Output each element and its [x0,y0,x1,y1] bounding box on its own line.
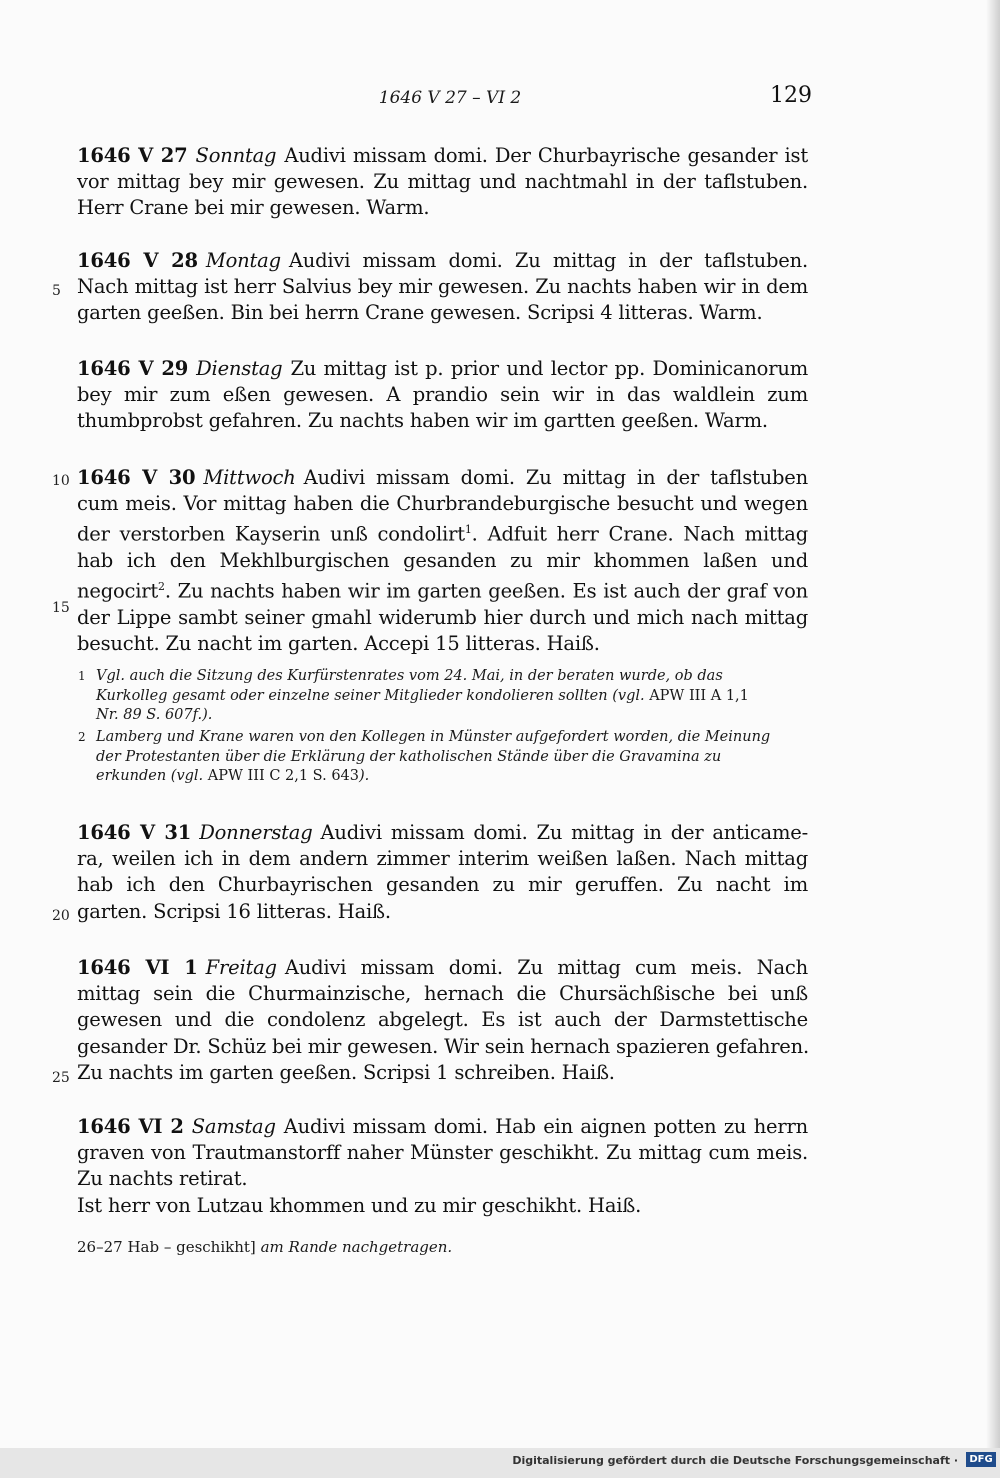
entry-text-line: gewesen und die condolenz abgelegt. Es ist auch der Darmstettische [77,1008,808,1032]
apparatus-note [77,1238,452,1256]
entry-weekday: Donnerstag [199,821,313,844]
entry-text-line: ra, weilen ich in dem andern zimmer interim weißen laßen. Nach mittag [77,847,808,871]
footnote-number: 2 [78,730,86,744]
entry-text-line: bey mir zum eßen gewesen. A prandio sein wir in das waldlein zum [77,383,808,407]
apparatus-ref: 26–27 Hab – geschikht] [77,1238,256,1256]
footnote [78,667,808,726]
entry-weekday: Sonntag [195,144,277,167]
line-number: 25 [52,1070,70,1086]
entry-text-line: vor mittag bey mir gewesen. Zu mittag und nachtmahl in der taflstuben. [77,170,808,194]
entry-text-line: hab ich den Churbayrischen gesanden zu mir geruffen. Zu nacht im [77,873,808,897]
entry-text-line: Zu nachts im garten geeßen. Scripsi 1 schreiben. Haiß. [77,1060,615,1084]
entry-text-line: . Zu nachts haben wir im garten geeßen. Es ist auch der graf von [164,579,808,603]
diary-entry [77,143,808,222]
entry-text-line: mittag sein die Churmainzische, hernach die Chursächßische bei unß [77,982,808,1006]
entry-text-line: Ist herr von Lutzau khommen und zu mir geschikht. Haiß. [77,1193,642,1217]
footnote-text-line: erkunden (vgl. [96,768,208,784]
entry-text-line: garten. Scripsi 16 litteras. Haiß. [77,899,391,923]
entry-text-line: Zu mittag ist p. prior und lector pp. Dominicanorum [290,357,808,380]
footnote-ref[interactable]: 1 [464,523,472,537]
entry-text-line: cum meis. Vor mittag haben die Churbrandeburgische besucht und wegen [77,492,808,516]
footnote-text-line: Vgl. auch die Sitzung des Kurfürstenrates vom 24. Mai, in der beraten wurde, ob das [96,668,723,684]
entry-date: 1646 V 29 [77,357,189,380]
footnote-number: 1 [78,669,86,683]
line-number: 20 [52,908,70,924]
diary-entry [77,955,808,1086]
entry-text-line: . Adfuit herr Crane. Nach mittag [471,522,808,546]
entry-text-line: Nach mittag ist herr Salvius bey mir gewesen. Zu nachts haben wir in dem [77,275,808,299]
entry-text-line: gesander Dr. Schüz bei mir gewesen. Wir sein hernach spazieren gefahren. [77,1034,810,1058]
entry-text-line: Audivi missam domi. Zu mittag cum meis. Nach [284,956,809,979]
entry-date: 1646 V 30 [77,466,196,489]
entry-text-line: garten geeßen. Bin bei herrn Crane gewesen. Scripsi 4 litteras. Warm. [77,301,763,325]
entry-text-line: thumbprobst gefahren. Zu nachts haben wir im gartten geeßen. Warm. [77,409,768,433]
entry-text-line: Audivi missam domi. Der Churbayrische gesander ist [284,144,808,167]
running-header-title: 1646 V 27 – VI 2 [378,88,522,108]
footnote-text-line: Lamberg und Krane waren von den Kollegen in Münster aufgefordert worden, die Meinung [96,729,771,745]
entry-text-line: Audivi missam domi. Zu mittag in der anticame- [320,821,808,844]
entry-text-line: Audivi missam domi. Hab ein aignen potten zu herrn [283,1115,808,1138]
diary-entry [77,820,808,925]
entry-weekday: Mittwoch [203,466,296,489]
entry-text-line: negocirt [77,579,159,603]
footnote-text-line: Kurkolleg gesamt oder einzelne seiner Mitglieder kondolieren sollten (vgl. [96,687,650,704]
diary-entry [77,356,808,435]
page-number: 129 [770,83,812,108]
entry-text-line: hab ich den Mekhlburgischen gesanden zu mir khommen laßen und [77,549,808,573]
entry-date: 1646 VI 1 [77,956,198,979]
entry-weekday: Dienstag [196,357,283,380]
footnote-text-line: Nr. 89 S. 607f.). [96,707,213,723]
entry-weekday: Samstag [191,1115,276,1138]
entry-weekday: Freitag [205,956,277,979]
entry-date: 1646 V 31 [77,821,192,844]
entry-text-line: Audivi missam domi. Zu mittag in der taflstuben. [288,249,808,272]
footnote [78,728,808,787]
dfg-logo[interactable]: DFG [966,1452,996,1467]
entry-text-line: Zu nachts retirat. [77,1167,248,1191]
footnote-text-line: der Protestanten über die Erklärung der katholischen Stände über die Gravamina zu [96,748,722,765]
entry-date: 1646 V 28 [77,249,198,272]
diary-entry [77,465,808,657]
footnote-text-line: ). [359,768,370,784]
entry-text-line: Audivi missam domi. Zu mittag in der taflstuben [303,466,808,489]
funding-credit[interactable]: Digitalisierung gefördert durch die Deutsche Forschungsgemeinschaft · [512,1454,958,1467]
diary-entry [77,248,808,327]
entry-text-line: der Lippe sambt seiner gmahl widerumb hier durch und mich nach mittag [77,606,808,630]
footnote-citation: APW III A 1,1 [649,687,749,704]
entry-text-line: Herr Crane bei mir gewesen. Warm. [77,196,430,220]
entry-text-line: graven von Trautmanstorff naher Münster geschikht. Zu mittag cum meis. [77,1141,808,1165]
apparatus-text: am Rande nachgetragen. [260,1238,453,1256]
entry-weekday: Montag [205,249,281,272]
footnote-citation: APW III C 2,1 S. 643 [207,768,359,784]
diary-entry [77,1114,808,1219]
line-number: 15 [52,600,70,616]
footnote-ref[interactable]: 2 [158,580,165,594]
entry-date: 1646 V 27 [77,144,188,167]
line-number: 10 [52,473,70,489]
entry-text-line: besucht. Zu nacht im garten. Accepi 15 litteras. Haiß. [77,632,600,656]
line-number: 5 [52,283,61,299]
entry-date: 1646 VI 2 [77,1115,184,1138]
entry-text-line: der verstorben Kayserin unß condolirt [77,522,465,546]
